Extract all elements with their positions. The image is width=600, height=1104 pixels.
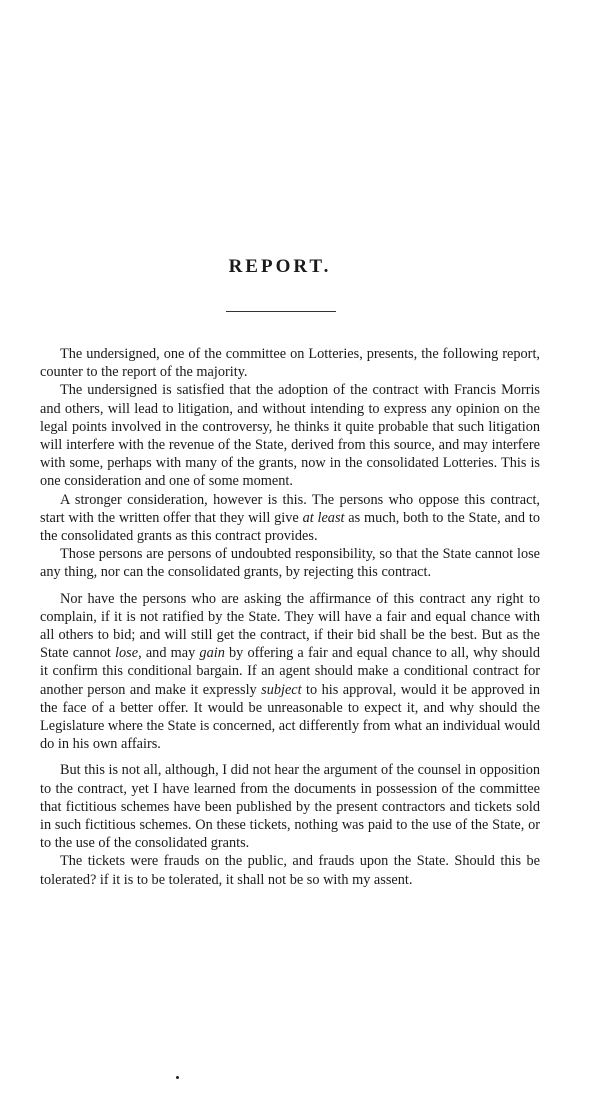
paragraph-text: to his approval, would it be approved in the face of a better offer. It would be unreasonable to expect it, and why should the Legislature where the State is concerned, act differently from what an individual would do in his own affairs. <box>40 681 540 753</box>
paragraph-text: and may <box>141 645 200 662</box>
report-title: REPORT. <box>228 256 332 277</box>
report-body <box>40 345 540 889</box>
paragraph <box>40 381 540 490</box>
paragraph <box>40 590 540 754</box>
paragraph-text: The undersigned, one of the committee on Lotteries, presents, the following report, counter to the report of the majority. <box>40 346 540 381</box>
emphasis-text: lose, <box>115 645 142 662</box>
paragraph-text: by offering a fair and equal chance to all, why should it confirm this conditional bargain. If an agent should make a conditional contract for another person and make it expressly <box>40 645 540 698</box>
emphasis-text: gain <box>199 645 225 662</box>
paragraph-text: Those persons are persons of undoubted responsibility, so that the State cannot lose any thing, nor can the consolidated grants, by rejecting this contract. <box>40 546 540 581</box>
title-divider <box>226 311 336 312</box>
paragraph-text: Nor have the persons who are asking the affirmance of this contract any right to complain, if it is not ratified by the State. They will have a fair and equal chance with all others to bid; and will still get the contract, if their bid shall be the best. But as the State cannot <box>40 590 540 662</box>
emphasis-text: subject <box>261 681 302 698</box>
paragraph <box>40 852 540 888</box>
paragraph-text: But this is not all, although, I did not hear the argument of the counsel in opposition to the contract, yet I have learned from the documents in possession of the committee that fictitious schemes have been published by the present contractors and tickets sold in such fictitious schemes. On these tickets, nothing was paid to the use of the State, or to the use of the consolidated grants. <box>40 762 540 852</box>
paragraph-text: as much, both to the State, and to the consolidated grants as this contract provides. <box>40 509 540 545</box>
ink-speck <box>176 1076 179 1079</box>
paragraph <box>40 491 540 546</box>
paragraph-text: The tickets were frauds on the public, and frauds upon the State. Should this be tolerated? if it is to be tolerated, it shall not be so with my assent. <box>40 853 540 888</box>
paragraph-text: A stronger consideration, however is this. The persons who oppose this contract, start with the written offer that they will give <box>40 491 540 526</box>
paragraph <box>40 345 540 381</box>
emphasis-text: at least <box>302 509 345 526</box>
paragraph <box>40 761 540 852</box>
paragraph-text: The undersigned is satisfied that the adoption of the contract with Francis Morris and others, will lead to litigation, and without intending to express any opinion on the legal points involved in the controversy, he thinks it quite probable that such litigation will interfere with the revenue of the State, derived from this source, and may interfere with some, perhaps with many of the grants, now in the consolidated Lotteries. This is one consideration and one of some moment. <box>40 382 540 490</box>
paragraph <box>40 545 540 581</box>
